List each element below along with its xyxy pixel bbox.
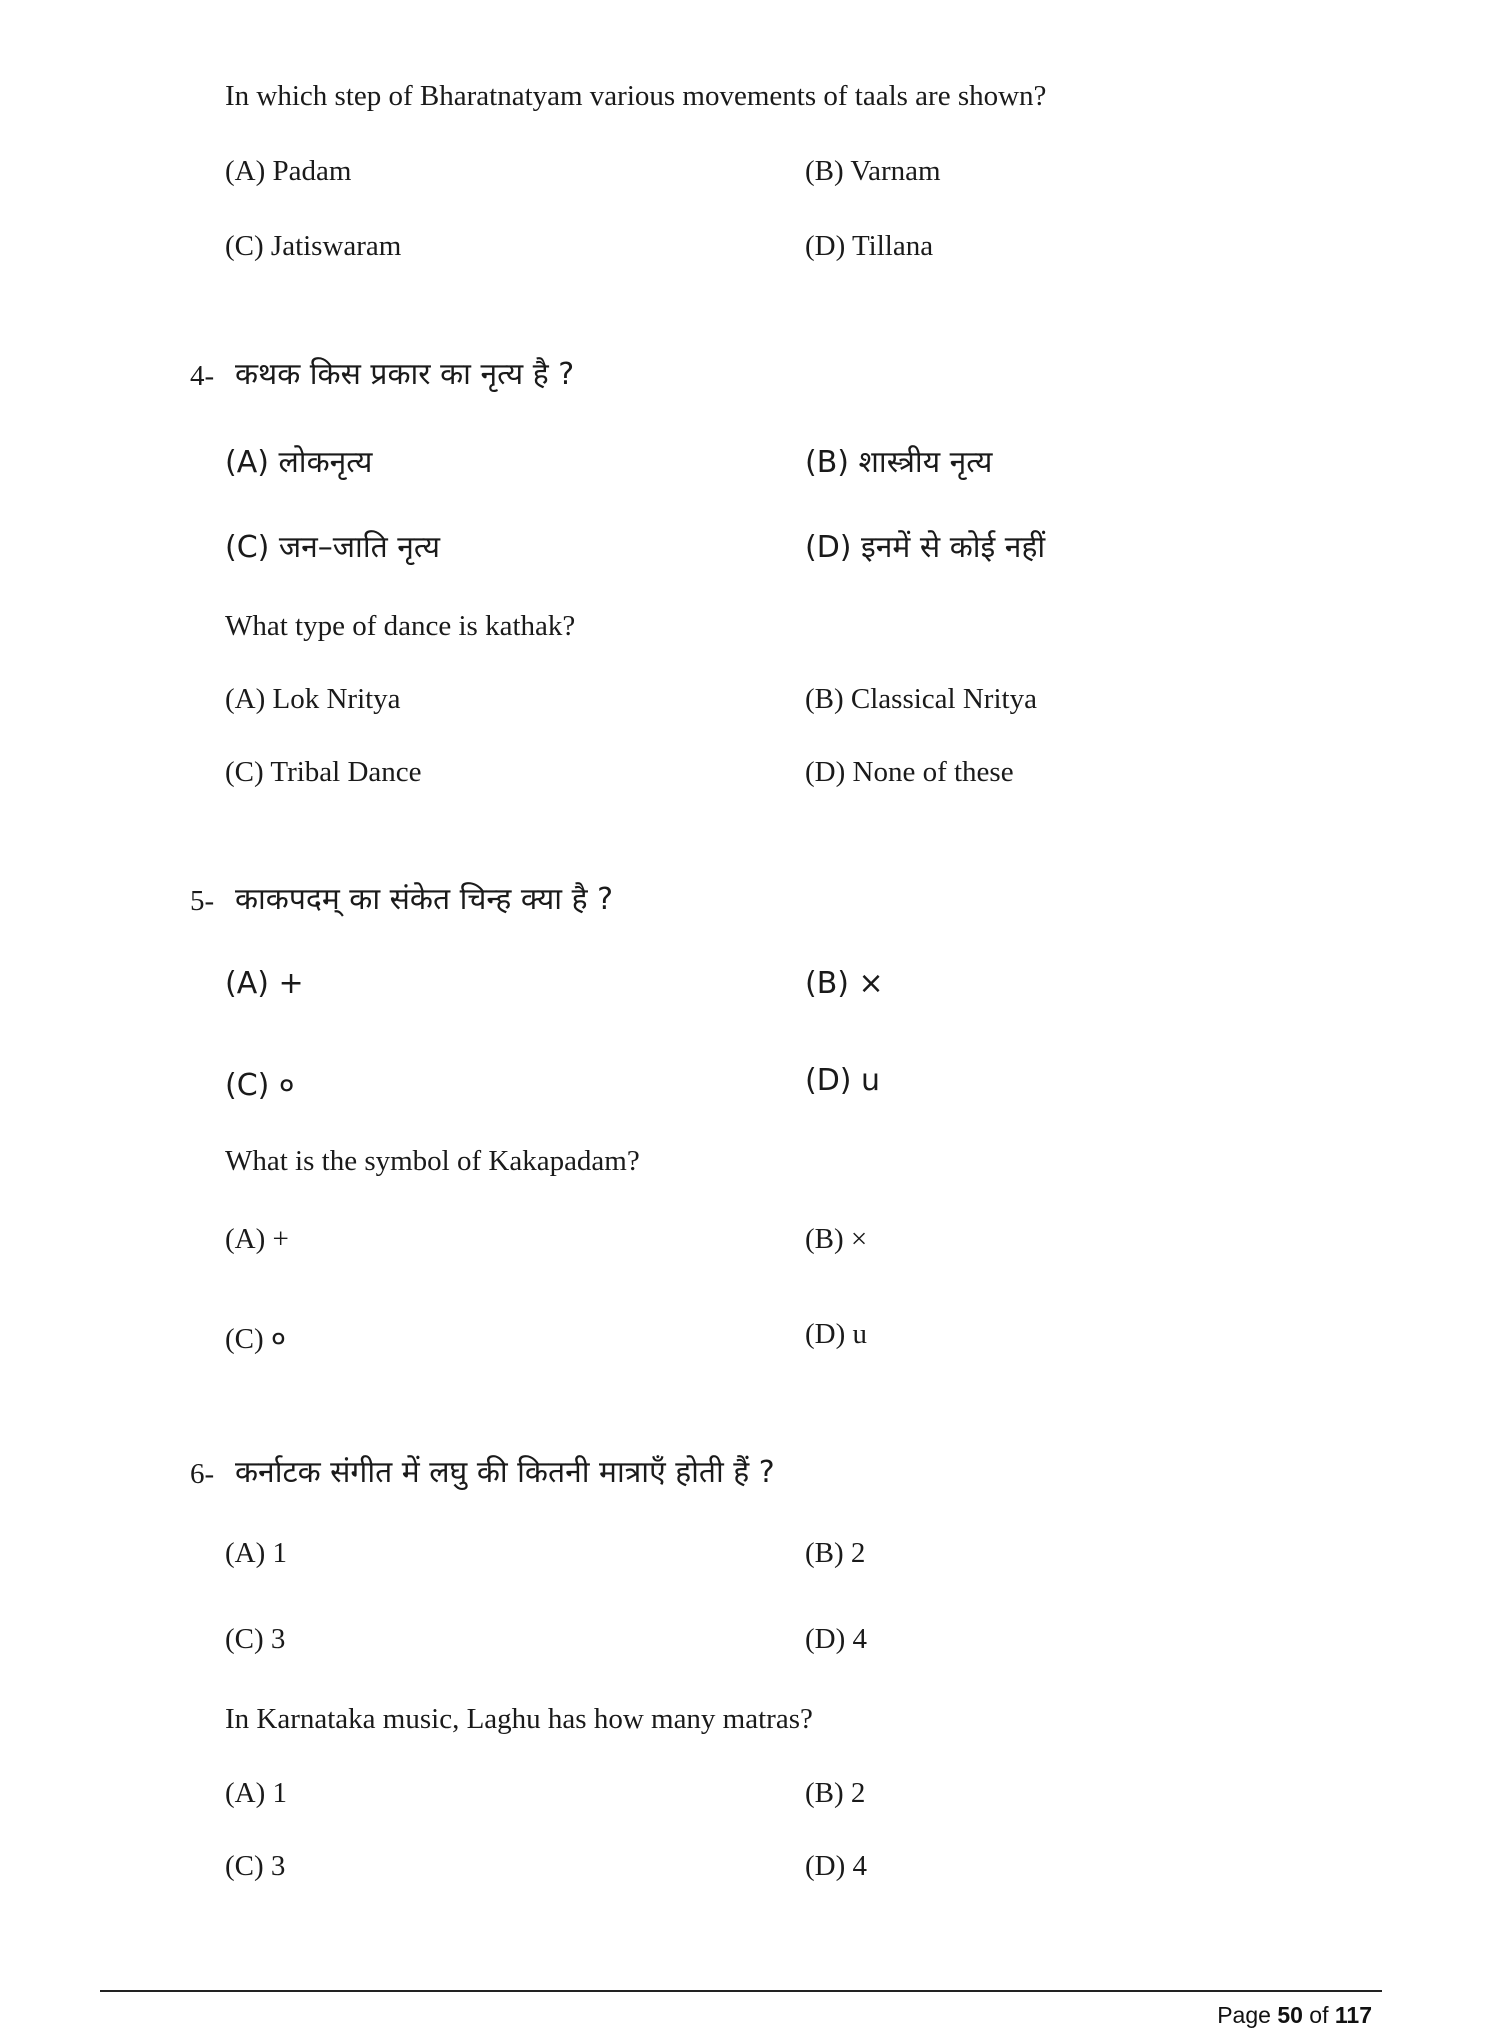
question-text: What type of dance is kathak?: [225, 610, 576, 642]
question-number: 6-: [190, 1458, 215, 1490]
question-text: In which step of Bharatnatyam various movements of taals are shown?: [225, 80, 1047, 112]
option-c: (C) 3: [225, 1623, 286, 1655]
option-d: (D) None of these: [805, 756, 1014, 788]
total-pages: 117: [1334, 2002, 1372, 2028]
option-c: (C) 3: [225, 1850, 286, 1882]
option-d: (D) u: [805, 1318, 868, 1350]
page-number: [1217, 2002, 1372, 2029]
option-a-hindi: (A) +: [225, 966, 304, 1001]
option-a-hindi: (A) लोकनृत्य: [225, 445, 373, 480]
option-b: (B) Varnam: [805, 155, 941, 187]
page-prefix: Page: [1217, 2002, 1278, 2028]
page-of: of: [1302, 2002, 1335, 2028]
current-page: 50: [1277, 2002, 1303, 2028]
option-d: (D) 4: [805, 1850, 868, 1882]
question-text-hindi: कर्नाटक संगीत में लघु की कितनी मात्राएँ होती हैं ?: [235, 1455, 775, 1490]
option-c: (C) ०: [225, 1323, 286, 1355]
footer-divider: [100, 1990, 1382, 1992]
option-a: (A) +: [225, 1223, 289, 1255]
question-text-hindi: काकपदम् का संकेत चिन्ह क्या है ?: [235, 882, 613, 917]
option-a: (A) Lok Nritya: [225, 683, 401, 715]
option-d-hindi: (D) इनमें से कोई नहीं: [805, 530, 1046, 565]
option-c: (C) Jatiswaram: [225, 230, 402, 262]
option-c-hindi: (C) जन–जाति नृत्य: [225, 530, 440, 565]
option-a: (A) 1: [225, 1537, 288, 1569]
option-b: (B) ×: [805, 1223, 868, 1255]
question-number: 5-: [190, 885, 215, 917]
option-b-hindi: (B) ×: [805, 966, 884, 1001]
option-d-hindi: (D) u: [805, 1063, 881, 1098]
option-b: (B) 2: [805, 1537, 866, 1569]
option-c: (C) Tribal Dance: [225, 756, 422, 788]
option-b-hindi: (B) शास्त्रीय नृत्य: [805, 445, 993, 480]
question-number: 4-: [190, 360, 215, 392]
option-c-hindi: (C) ०: [225, 1068, 295, 1103]
option-a: (A) Padam: [225, 155, 352, 187]
option-d: (D) Tillana: [805, 230, 934, 262]
option-b: (B) 2: [805, 1777, 866, 1809]
option-d: (D) 4: [805, 1623, 868, 1655]
option-b: (B) Classical Nritya: [805, 683, 1037, 715]
question-text-hindi: कथक किस प्रकार का नृत्य है ?: [235, 357, 575, 392]
question-text: What is the symbol of Kakapadam?: [225, 1145, 640, 1177]
option-a: (A) 1: [225, 1777, 288, 1809]
question-text: In Karnataka music, Laghu has how many matras?: [225, 1703, 813, 1735]
